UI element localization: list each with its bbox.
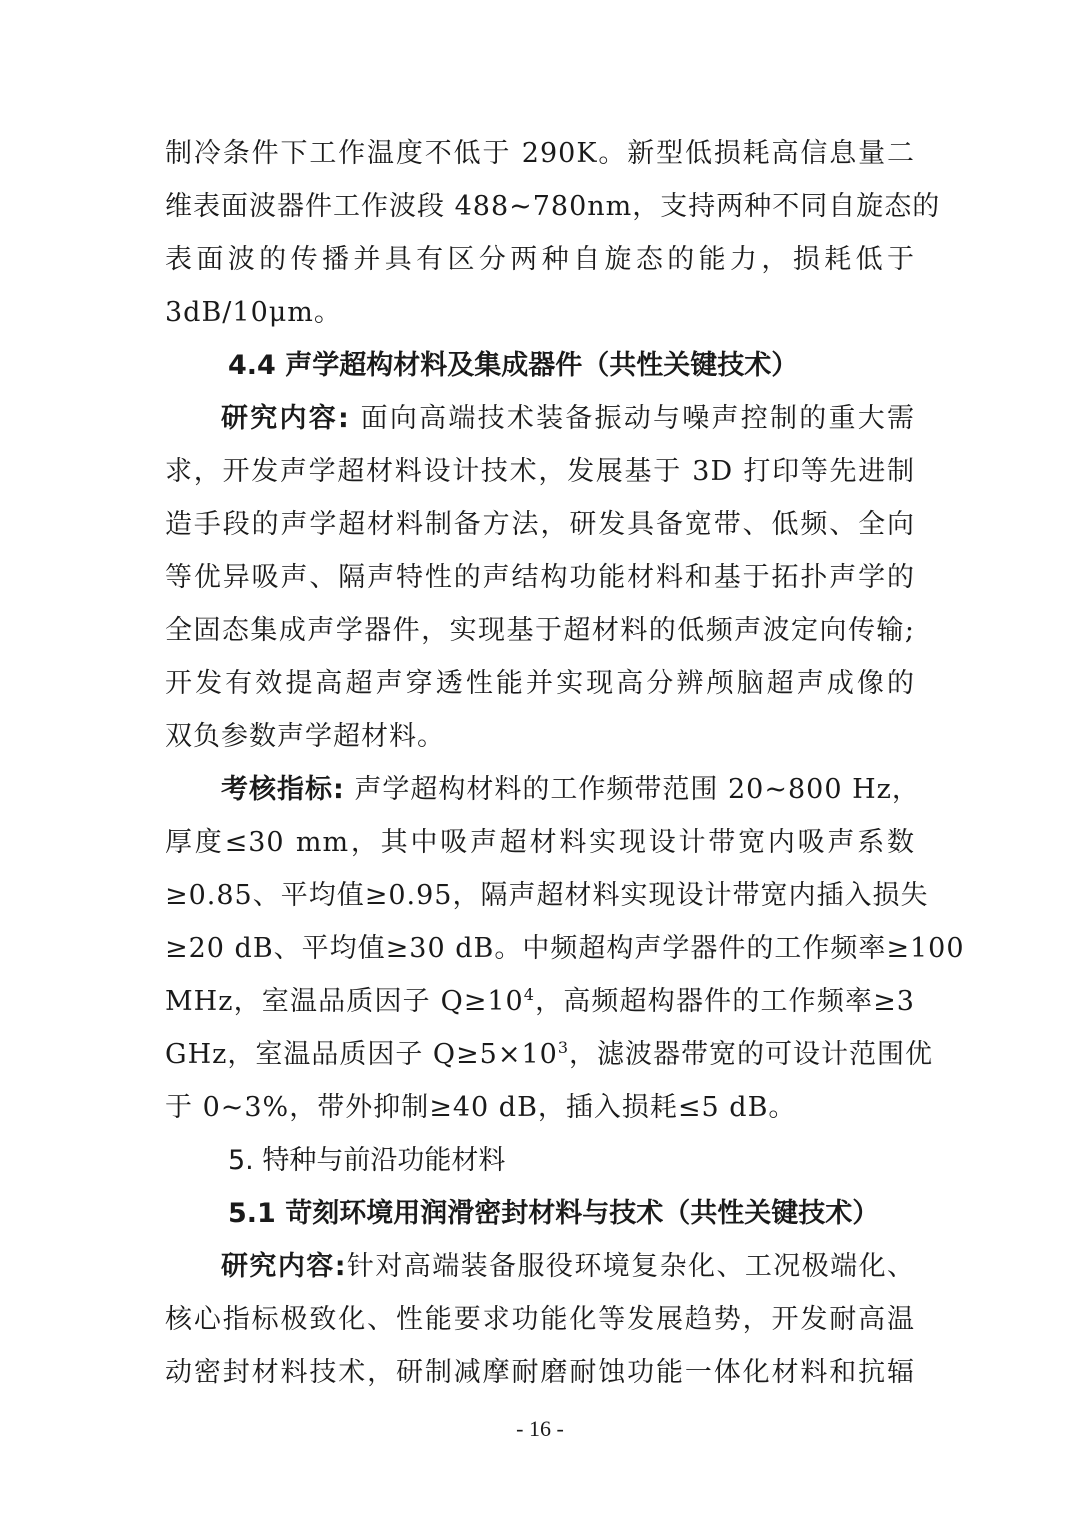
q1-post-text: ，高频超构器件的工作频率≥3 <box>534 986 915 1017</box>
paragraph-line: 等优异吸声、隔声特性的声结构功能材料和基于拓扑声学的 <box>165 562 915 593</box>
paragraph-line: ≥0.85、平均值≥0.95，隔声超材料实现设计带宽内插入损失 <box>165 880 929 911</box>
research-label: 研究内容: <box>221 403 350 434</box>
paragraph-line: ≥20 dB、平均值≥30 dB。中频超构声学器件的工作频率≥100 <box>165 933 965 964</box>
paragraph-line: 于 0~3%，带外抑制≥40 dB，插入损耗≤5 dB。 <box>165 1092 797 1123</box>
paragraph-line: 开发有效提高超声穿透性能并实现高分辨颅脑超声成像的 <box>165 668 915 699</box>
paragraph-line: 表面波的传播并具有区分两种自旋态的能力，损耗低于 <box>165 244 915 275</box>
research-first-line <box>221 398 915 440</box>
section-heading-5: 5. 特种与前沿功能材料 <box>228 1145 506 1176</box>
q2-post-text: ，滤波器带宽的可设计范围优 <box>569 1039 934 1070</box>
paragraph-line: 3dB/10μm。 <box>165 297 342 328</box>
paragraph-line: 核心指标极致化、性能要求功能化等发展趋势，开发耐高温 <box>165 1304 915 1335</box>
paragraph-line: 造手段的声学超材料制备方法，研发具备宽带、低频、全向 <box>165 509 915 540</box>
page-number: - 16 - <box>516 1416 564 1441</box>
paragraph-line: 动密封材料技术，研制减摩耐磨耐蚀功能一体化材料和抗辐 <box>165 1357 915 1388</box>
paragraph-line: 双负参数声学超材料。 <box>165 721 445 752</box>
research-first-text-5-1: 针对高端装备服役环境复杂化、工况极端化、 <box>346 1251 915 1282</box>
section-heading-5-1: 5.1 苛刻环境用润滑密封材料与技术（共性关键技术） <box>228 1198 880 1229</box>
paragraph-line: 维表面波器件工作波段 488~780nm，支持两种不同自旋态的 <box>165 191 941 222</box>
q2-exponent: 3 <box>557 1038 570 1057</box>
paragraph-line: 求，开发声学超材料设计技术，发展基于 3D 打印等先进制 <box>165 456 915 487</box>
paragraph-line-q2 <box>165 1034 934 1076</box>
paragraph-line: 厚度≤30 mm，其中吸声超材料实现设计带宽内吸声系数 <box>165 827 915 858</box>
assessment-first-text: 声学超构材料的工作频带范围 20~800 Hz， <box>344 774 920 805</box>
paragraph-line-q1 <box>165 981 915 1023</box>
q1-exponent: 4 <box>523 985 535 1004</box>
section-heading-4-4: 4.4 声学超构材料及集成器件（共性关键技术） <box>228 350 799 381</box>
paragraph-line: 制冷条件下工作温度不低于 290K。新型低损耗高信息量二 <box>165 138 915 169</box>
q1-pre-text: MHz，室温品质因子 Q≥10 <box>165 986 524 1017</box>
research-first-line-5-1 <box>221 1246 915 1288</box>
research-first-text: 面向高端技术装备振动与噪声控制的重大需 <box>349 403 915 434</box>
q2-pre-text: GHz，室温品质因子 Q≥5×10 <box>165 1039 558 1070</box>
paragraph-line: 全固态集成声学器件，实现基于超材料的低频声波定向传输; <box>165 615 915 646</box>
research-label-5-1: 研究内容: <box>221 1251 347 1282</box>
assessment-first-line <box>221 769 920 811</box>
assessment-label: 考核指标: <box>221 774 345 805</box>
